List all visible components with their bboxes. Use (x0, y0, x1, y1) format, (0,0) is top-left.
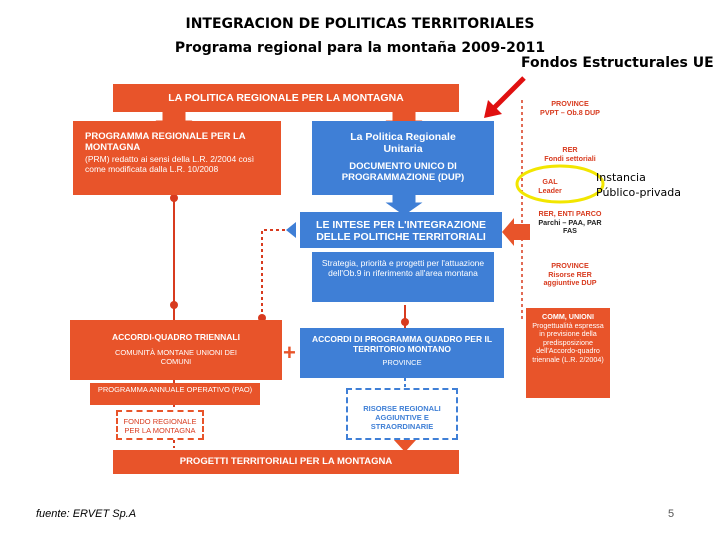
sidebar-gal-label: GAL (542, 177, 558, 186)
sidebar-pvpt: PVPT – Ob.8 DUP (540, 107, 600, 117)
sidebar-rer-enti-label: RER, ENTI PARCO (538, 209, 602, 218)
callout-text (596, 170, 681, 200)
sidebar-rer (530, 146, 610, 163)
sidebar-province (530, 100, 610, 117)
prm-title: PROGRAMMA REGIONALE PER LA MONTAGNA (85, 131, 246, 153)
province-label: PROVINCE (382, 358, 422, 367)
sidebar-risorse-rer: Risorse RER aggiuntive DUP (543, 269, 597, 287)
sidebar-rer-label: RER (562, 145, 578, 154)
accordi-programma-label: ACCORDI DI PROGRAMMA QUADRO PER IL TERRITORIO MONTANO (311, 334, 493, 354)
sidebar-province2: PROVINCE (551, 261, 589, 270)
callout-line1: Instancia (596, 171, 646, 184)
pao-box: PROGRAMMA ANNUALE OPERATIVO (PAO) (90, 383, 260, 405)
plus-sign: + (283, 340, 296, 365)
source-note: fuente: ERVET Sp.A (36, 508, 137, 520)
accordi-quadro-box (70, 320, 282, 380)
prm-text: (PRM) redatto ai sensi della L.R. 2/2004 così come modificata dalla L.R. 10/2008 (85, 154, 255, 174)
progetti-box: PROGETTI TERRITORIALI PER LA MONTAGNA (113, 450, 459, 474)
unitaria-label: La Politica Regionale Unitaria (350, 131, 456, 155)
dup-label: DOCUMENTO UNICO DI PROGRAMMAZIONE (DUP) (341, 161, 465, 183)
fondos-label: Fondos Estructurales UE (521, 55, 714, 71)
callout-line2: Público-privada (596, 186, 681, 199)
unitaria-box (312, 121, 494, 195)
sidebar-comm: COMM, UNIONI (542, 312, 594, 321)
top-banner: LA POLITICA REGIONALE PER LA MONTAGNA (113, 84, 459, 112)
sidebar-fondi: Fondi settoriali (544, 153, 596, 163)
page-number: 5 (668, 508, 675, 520)
accordi-programma-box (300, 328, 504, 378)
strategia-box: Strategia, priorità e progetti per l'attuazione dell'Ob.9 in riferimento all'area montana (312, 252, 494, 302)
accordi-quadro-label: ACCORDI-QUADRO TRIENNALI (112, 332, 240, 342)
sidebar-rer-enti (533, 210, 607, 236)
sidebar-parchi: Parchi – PAA, PAR FAS (538, 217, 602, 235)
red-arrow-icon (480, 72, 530, 122)
sidebar-leader: Leader (538, 185, 562, 195)
intese-box: LE INTESE PER L'INTEGRAZIONE DELLE POLITICHE TERRITORIALI (300, 212, 502, 248)
prm-box (73, 121, 281, 195)
fondo-regionale-box: FONDO REGIONALE PER LA MONTAGNA (116, 410, 204, 440)
sidebar-progettualita: Progettualità espressa in previsione della predisposizione dell'Accordo-quadro triennale (L.R. 2/2004) (532, 320, 604, 364)
comunita-label: COMUNITÀ MONTANE UNIONI DEI COMUNI (115, 348, 237, 366)
risorse-box: RISORSE REGIONALI AGGIUNTIVE E STRAORDINARIE (346, 388, 458, 440)
sidebar-province1: PROVINCE (551, 99, 589, 108)
slide-subtitle: Programa regional para la montaña 2009-2011 (174, 40, 546, 56)
sidebar-comm-box (526, 308, 610, 398)
slide-title: INTEGRACION DE POLITICAS TERRITORIALES (185, 16, 535, 32)
sidebar-province2-group (533, 262, 607, 288)
